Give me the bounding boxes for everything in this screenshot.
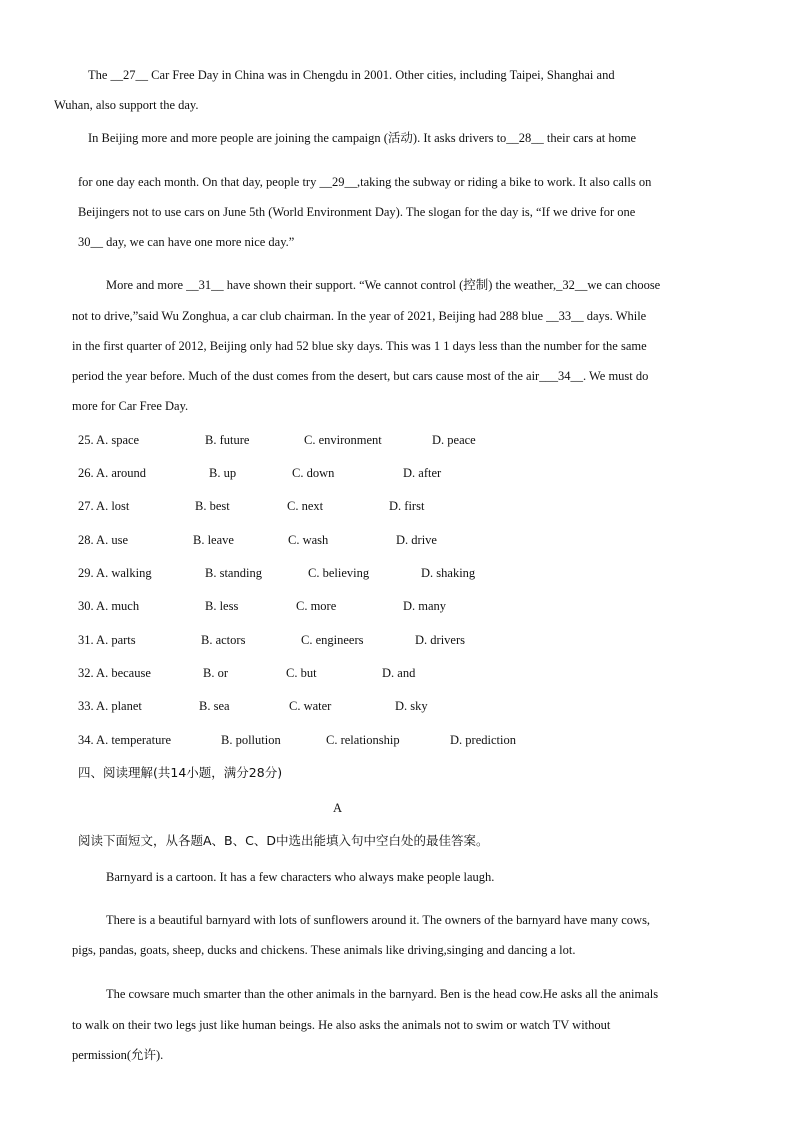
option-d: D. prediction bbox=[450, 733, 516, 747]
option-c: C. engineers bbox=[301, 633, 364, 647]
option-c: C. down bbox=[292, 466, 335, 480]
option-a: 30. A. much bbox=[78, 599, 140, 613]
option-a: 27. A. lost bbox=[78, 499, 130, 513]
option-d: D. first bbox=[389, 499, 425, 513]
option-a: 32. A. because bbox=[78, 666, 151, 680]
reading-p2-line2: pigs, pandas, goats, sheep, ducks and chickens. These animals like driving,singing and dancing a lot. bbox=[72, 943, 576, 957]
cloze-p3-line5: more for Car Free Day. bbox=[72, 399, 189, 413]
option-d: D. many bbox=[403, 599, 447, 613]
option-c: C. environment bbox=[304, 433, 382, 447]
cloze-p2-line2: for one day each month. On that day, people try __29__,taking the subway or riding a bike to work. It also calls on bbox=[78, 175, 652, 189]
cloze-p3-line4: period the year before. Much of the dust comes from the desert, but cars cause most of the air___34__. We must do bbox=[72, 369, 649, 383]
option-b: B. up bbox=[209, 466, 237, 480]
option-c: C. but bbox=[286, 666, 317, 680]
section-heading: 四、阅读理解(共14小题，满分28分) bbox=[78, 765, 283, 780]
option-d: D. drivers bbox=[415, 633, 465, 647]
option-c: C. water bbox=[289, 699, 332, 713]
option-b: B. pollution bbox=[221, 733, 281, 747]
option-a: 31. A. parts bbox=[78, 633, 136, 647]
option-b: B. or bbox=[203, 666, 228, 680]
reading-p1: Barnyard is a cartoon. It has a few characters who always make people laugh. bbox=[106, 870, 495, 884]
option-a: 25. A. space bbox=[78, 433, 140, 447]
option-a: 29. A. walking bbox=[78, 566, 152, 580]
option-b: B. less bbox=[205, 599, 239, 613]
option-a: 34. A. temperature bbox=[78, 733, 172, 747]
reading-p2-line1: There is a beautiful barnyard with lots of sunflowers around it. The owners of the barnyard have many cows, bbox=[106, 913, 651, 927]
option-b: B. future bbox=[205, 433, 250, 447]
cloze-p3-line3: in the first quarter of 2012, Beijing only had 52 blue sky days. This was 1 1 days less than the number for the same bbox=[72, 339, 647, 353]
option-a: 26. A. around bbox=[78, 466, 147, 480]
reading-p3-line3: permission(允许). bbox=[72, 1048, 164, 1062]
reading-p3-line2: to walk on their two legs just like human beings. He also asks the animals not to swim or watch TV without bbox=[72, 1018, 611, 1032]
option-b: B. sea bbox=[199, 699, 230, 713]
cloze-p2-line4: 30__ day, we can have one more nice day.” bbox=[78, 235, 295, 249]
cloze-p1-line1: The __27__ Car Free Day in China was in Chengdu in 2001. Other cities, including Taipei, Shanghai and bbox=[88, 68, 615, 82]
option-c: C. believing bbox=[308, 566, 370, 580]
option-d: D. drive bbox=[396, 533, 437, 547]
option-d: D. and bbox=[382, 666, 416, 680]
option-d: D. after bbox=[403, 466, 442, 480]
option-d: D. shaking bbox=[421, 566, 476, 580]
cloze-p1-line2: Wuhan, also support the day. bbox=[54, 98, 199, 112]
section-instruction: 阅读下面短文，从各题A、B、C、D中选出能填入句中空白处的最佳答案。 bbox=[78, 833, 489, 848]
option-b: B. best bbox=[195, 499, 230, 513]
reading-p3-line1: The cowsare much smarter than the other animals in the barnyard. Ben is the head cow.He asks all the animals bbox=[106, 987, 659, 1001]
option-d: D. sky bbox=[395, 699, 428, 713]
cloze-p3-line1: More and more __31__ have shown their support. “We cannot control (控制) the weather,_32__we can choose bbox=[106, 278, 661, 292]
option-c: C. next bbox=[287, 499, 324, 513]
option-c: C. wash bbox=[288, 533, 329, 547]
option-d: D. peace bbox=[432, 433, 476, 447]
option-c: C. relationship bbox=[326, 733, 400, 747]
option-c: C. more bbox=[296, 599, 337, 613]
option-b: B. leave bbox=[193, 533, 234, 547]
passage-letter: A bbox=[333, 801, 343, 815]
cloze-p2-line1: In Beijing more and more people are joining the campaign (活动). It asks drivers to__28__ their cars at home bbox=[88, 131, 637, 145]
option-b: B. standing bbox=[205, 566, 262, 580]
option-b: B. actors bbox=[201, 633, 246, 647]
cloze-p2-line3: Beijingers not to use cars on June 5th (World Environment Day). The slogan for the day is, “If we drive for one bbox=[78, 205, 636, 219]
option-a: 28. A. use bbox=[78, 533, 128, 547]
cloze-p3-line2: not to drive,”said Wu Zonghua, a car club chairman. In the year of 2021, Beijing had 288 blue __33__ days. While bbox=[72, 309, 647, 323]
option-a: 33. A. planet bbox=[78, 699, 142, 713]
